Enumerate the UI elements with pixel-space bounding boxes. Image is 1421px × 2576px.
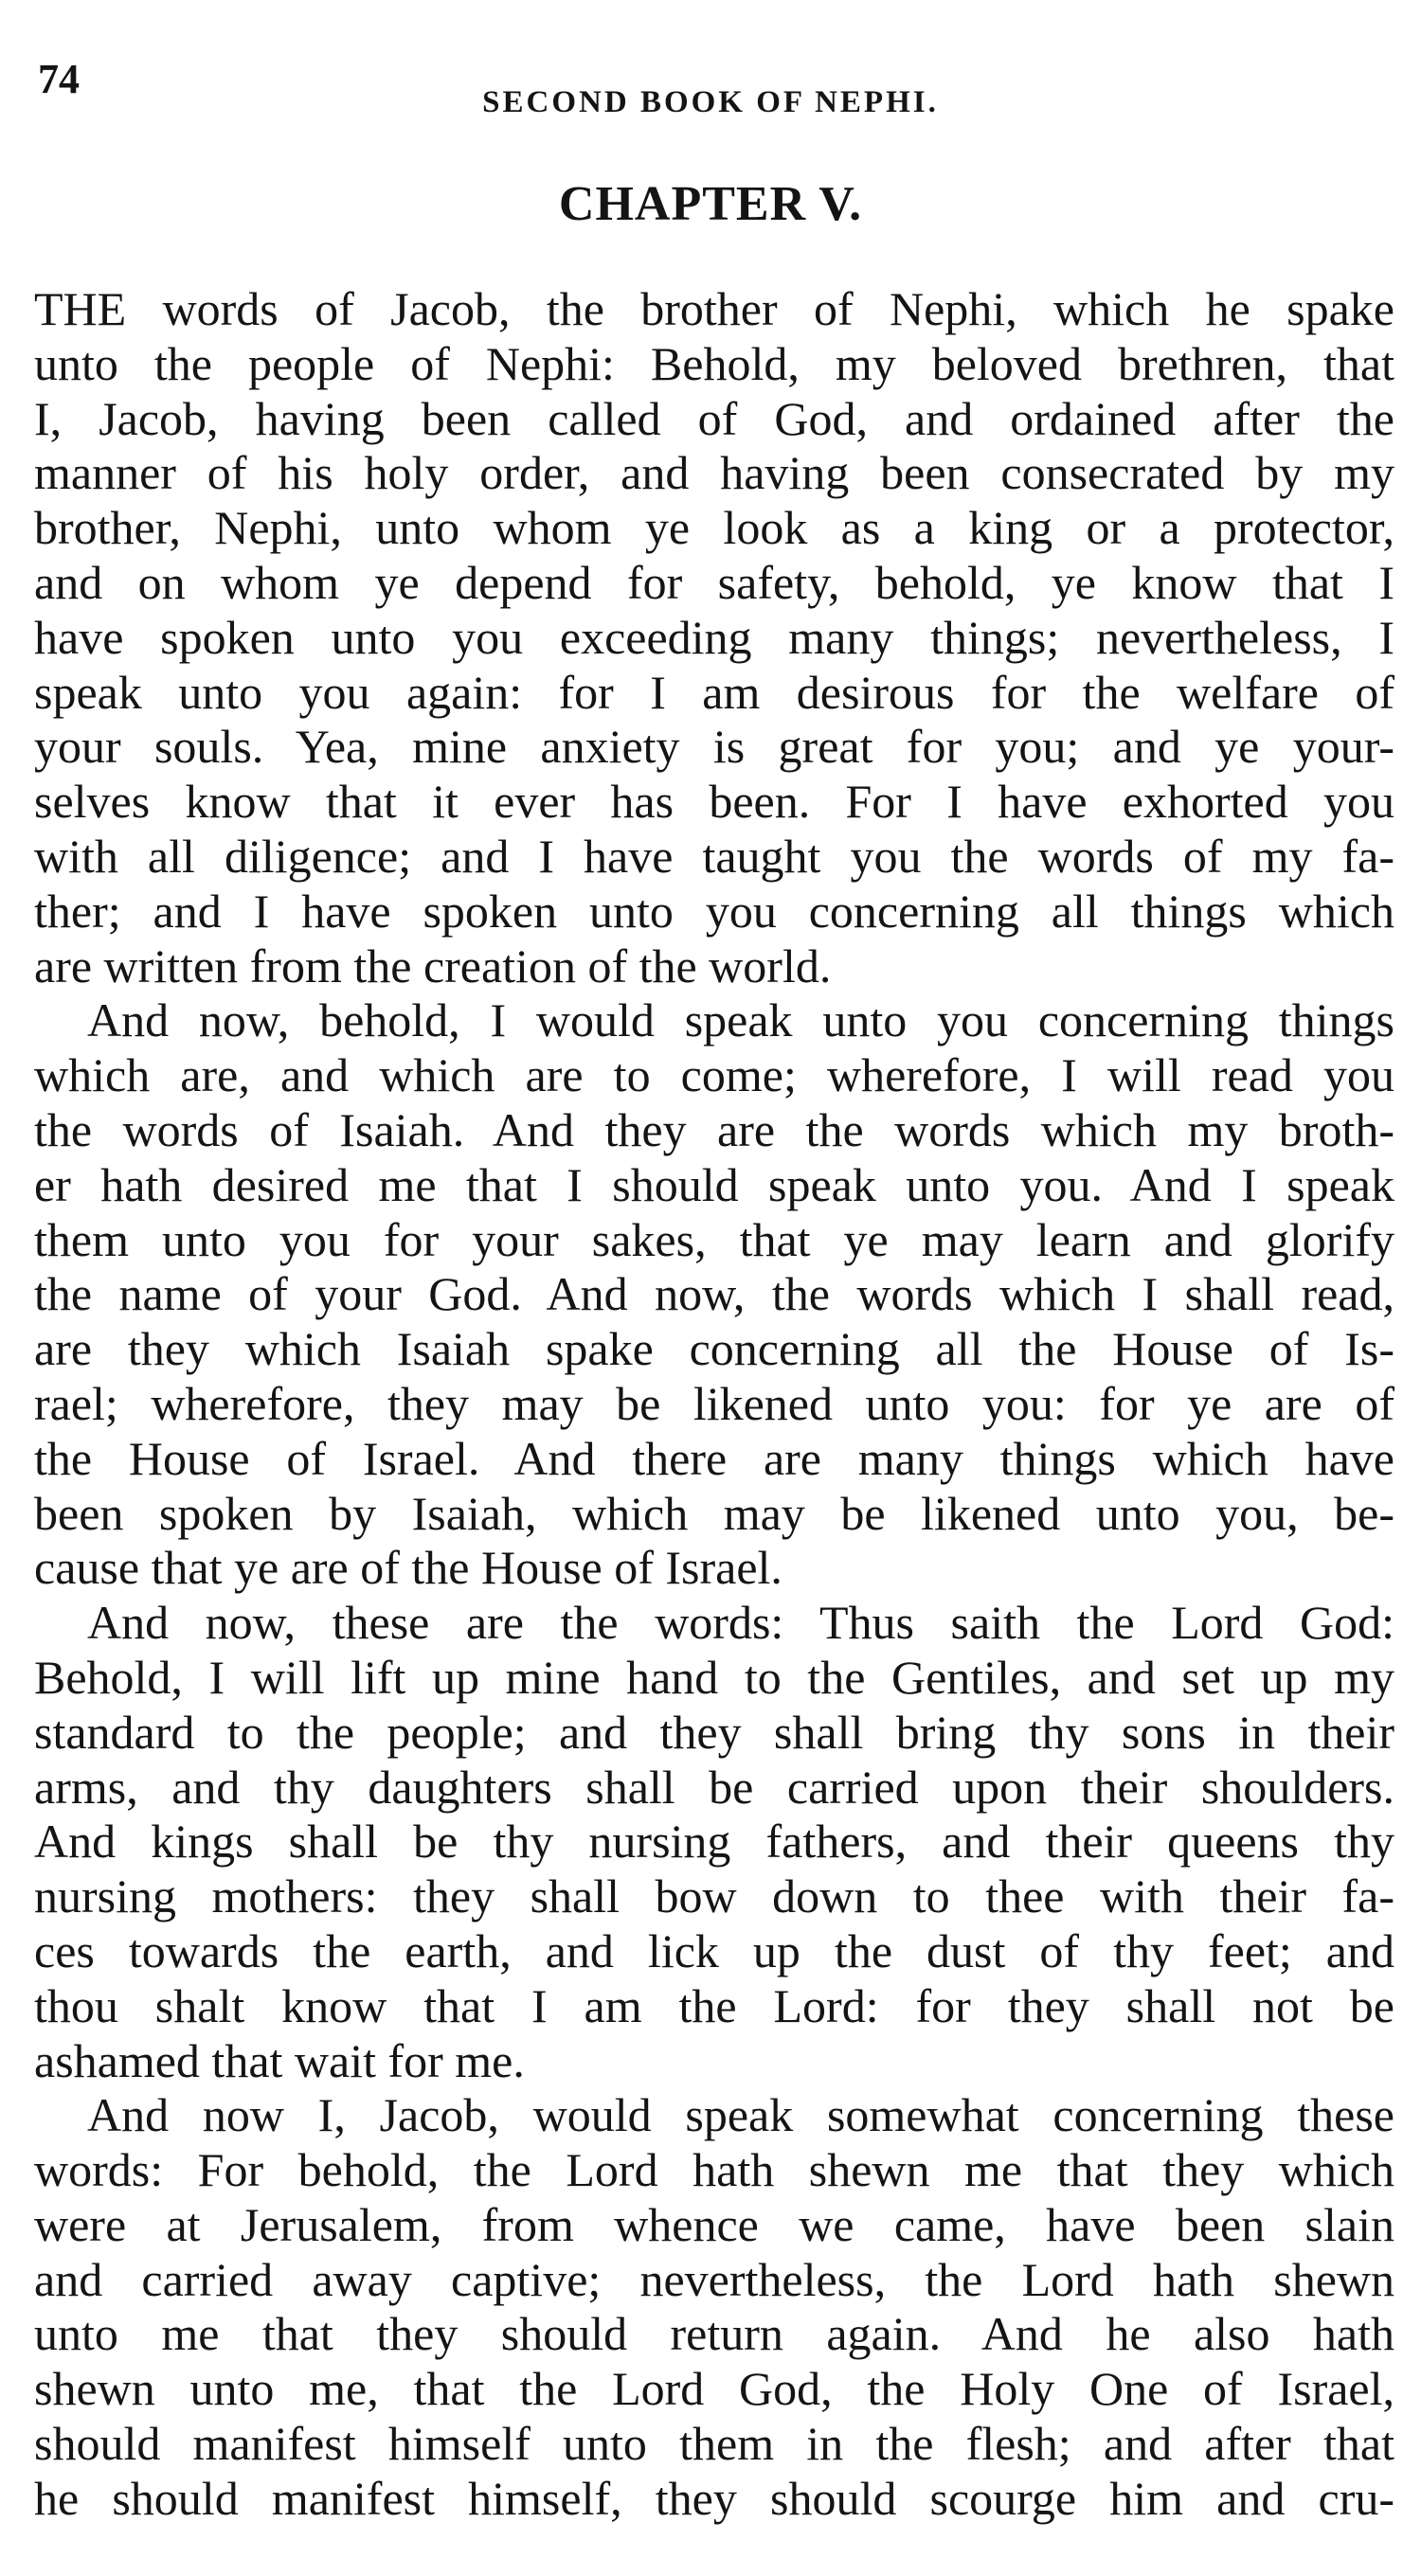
text-line: selves know that it ever has been. For I have exhorted you bbox=[34, 775, 1394, 829]
text-line: are written from the creation of the world. bbox=[34, 939, 832, 993]
text-line: been spoken by Isaiah, which may be likened unto you, be- bbox=[34, 1486, 1394, 1540]
text-line: THE words of Jacob, the brother of Nephi, which he spake bbox=[34, 282, 1394, 335]
text-line: And now I, Jacob, would speak somewhat concerning these bbox=[87, 2088, 1394, 2142]
text-line: have spoken unto you exceeding many things; nevertheless, I bbox=[34, 610, 1394, 664]
text-line: are they which Isaiah spake concerning all the House of Is- bbox=[34, 1322, 1394, 1376]
text-line: rael; wherefore, they may be likened unto you: for ye are of bbox=[34, 1376, 1394, 1430]
text-line: standard to the people; and they shall bring thy sons in their bbox=[34, 1705, 1394, 1759]
text-line: them unto you for your sakes, that ye may learn and glorify bbox=[34, 1212, 1394, 1266]
text-line: nursing mothers: they shall bow down to thee with their fa- bbox=[34, 1869, 1394, 1923]
text-line: the name of your God. And now, the words which I shall read, bbox=[34, 1267, 1394, 1321]
text-line: Behold, I will lift up mine hand to the Gentiles, and set up my bbox=[34, 1650, 1394, 1704]
text-line: ces towards the earth, and lick up the dust of thy feet; and bbox=[34, 1923, 1394, 1977]
text-line: ashamed that wait for me. bbox=[34, 2033, 525, 2087]
text-line: arms, and thy daughters shall be carried upon their shoulders. bbox=[34, 1760, 1394, 1814]
text-line: I, Jacob, having been called of God, and ordained after the bbox=[34, 391, 1394, 445]
text-line: manner of his holy order, and having been consecrated by my bbox=[34, 446, 1394, 500]
text-line: he should manifest himself, they should scourge him and cru- bbox=[34, 2471, 1394, 2525]
text-line: speak unto you again: for I am desirous for the welfare of bbox=[34, 665, 1394, 719]
text-line: unto me that they should return again. And he also hath bbox=[34, 2307, 1394, 2361]
text-line: cause that ye are of the House of Israel. bbox=[34, 1541, 782, 1595]
text-line: your souls. Yea, mine anxiety is great for you; and ye your- bbox=[34, 720, 1394, 774]
page-number: 74 bbox=[38, 56, 80, 102]
text-line: shewn unto me, that the Lord God, the Holy One of Israel, bbox=[34, 2362, 1394, 2416]
text-line: which are, and which are to come; wherefore, I will read you bbox=[34, 1048, 1394, 1102]
running-head: SECOND BOOK OF NEPHI. bbox=[482, 85, 939, 119]
text-line: words: For behold, the Lord hath shewn me that they which bbox=[34, 2143, 1394, 2197]
text-line: thou shalt know that I am the Lord: for they shall not be bbox=[34, 1978, 1394, 2032]
text-line: And now, these are the words: Thus saith the Lord God: bbox=[87, 1596, 1394, 1650]
text-line: er hath desired me that I should speak unto you. And I speak bbox=[34, 1157, 1394, 1211]
text-line: And kings shall be thy nursing fathers, and their queens thy bbox=[34, 1815, 1394, 1869]
text-line: unto the people of Nephi: Behold, my beloved brethren, that bbox=[34, 336, 1394, 390]
text-line: with all diligence; and I have taught you the words of my fa- bbox=[34, 829, 1394, 883]
text-line: the words of Isaiah. And they are the words which my broth- bbox=[34, 1102, 1394, 1156]
text-line: ther; and I have spoken unto you concerning all things which bbox=[34, 884, 1394, 938]
text-line: brother, Nephi, unto whom ye look as a king or a protector, bbox=[34, 501, 1394, 555]
chapter-text bbox=[34, 282, 1394, 2527]
text-line: and carried away captive; nevertheless, the Lord hath shewn bbox=[34, 2252, 1394, 2306]
text-line: the House of Israel. And there are many things which have bbox=[34, 1431, 1394, 1485]
text-line: And now, behold, I would speak unto you concerning things bbox=[87, 993, 1394, 1047]
text-line: should manifest himself unto them in the flesh; and after that bbox=[34, 2417, 1394, 2471]
text-line: were at Jerusalem, from whence we came, have been slain bbox=[34, 2197, 1394, 2251]
chapter-title: CHAPTER V. bbox=[558, 177, 863, 231]
text-line: and on whom ye depend for safety, behold, ye know that I bbox=[34, 555, 1394, 609]
